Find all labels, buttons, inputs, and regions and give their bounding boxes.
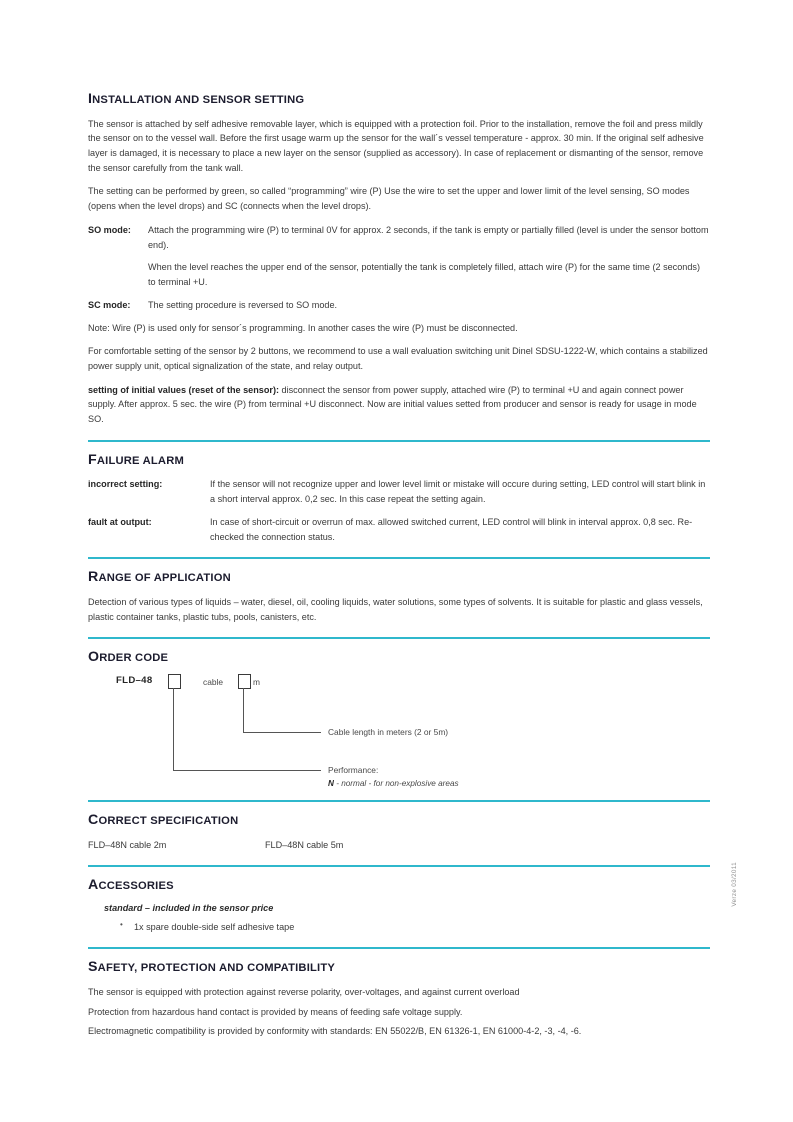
safety-line-3: Electromagnetic compatibility is provided by conformity with standards: EN 55022/B, EN 61326-1, EN 61000-4-2, -3, -4, -6.: [88, 1026, 582, 1037]
order-code-label-cable-length: Cable length in meters (2 or 5m): [328, 726, 449, 737]
installation-paragraph-2: The setting can be performed by green, so called “programming” wire (P) Use the wire to set the upper and lower limit of the level sensing, SO modes (opens when the level drops) and SC (connects when the level drops).: [88, 186, 690, 212]
sc-mode-label: SC mode:: [88, 299, 131, 310]
order-code-performance-description: - normal - for non-explosive areas: [333, 778, 459, 788]
section-heading-correct-specification: CORRECT SPECIFICATION: [88, 811, 239, 828]
sc-mode-text: The setting procedure is reversed to SO mode.: [148, 299, 338, 310]
section-heading-range-of-application: RANGE OF APPLICATION: [88, 569, 231, 586]
divider-rule-6: [88, 947, 710, 949]
failure-row-fault-at-output: [88, 515, 710, 544]
section-heading-accessories: ACCESSORIES: [88, 877, 174, 894]
divider-rule-5: [88, 865, 710, 867]
order-code-cable-length-box[interactable]: [238, 674, 251, 689]
order-code-performance-box[interactable]: [168, 674, 181, 689]
leader-line-cable-horizontal: [243, 732, 321, 733]
failure-label-fault-at-output: fault at output:: [88, 516, 152, 527]
range-of-application-text: Detection of various types of liquids – water, diesel, oil, cooling liquids, water solutions, some types of solvents. It is suitable for plastic and glass vessels, plastic container tanks, plastic tubs, pools, canisters, etc.: [88, 596, 703, 622]
installation-reset-paragraph: [88, 383, 710, 427]
leader-line-performance-vertical: [173, 688, 174, 771]
section-heading-order-code: ORDER CODE: [88, 649, 169, 666]
order-code-label-performance: Performance:: [328, 764, 379, 775]
leader-line-cable-vertical: [243, 688, 244, 733]
divider-rule-2: [88, 557, 710, 559]
safety-line-1: The sensor is equipped with protection against reverse polarity, over-voltages, and against current overload: [88, 986, 520, 997]
section-heading-safety: SAFETY, PROTECTION AND COMPATIBILITY: [88, 959, 336, 976]
version-marker: Verze 03/2011: [731, 862, 738, 907]
order-code-prefix: FLD–48: [116, 674, 153, 686]
failure-row-incorrect-setting: [88, 477, 710, 506]
so-mode-text-2: When the level reaches the upper end of the sensor, potentially the tank is completely filled, attach wire (P) for the same time (2 seconds) to terminal +U.: [148, 262, 700, 288]
divider-rule-4: [88, 800, 710, 802]
accessories-subtitle: standard – included in the sensor price: [104, 902, 274, 913]
so-mode-text: Attach the programming wire (P) to terminal 0V for approx. 2 seconds, if the tank is empty or partially filled (level is under the sensor bottom end).: [148, 224, 709, 250]
failure-text-incorrect-setting: If the sensor will not recognize upper and lower level limit or mistake will occure during setting, LED control will start blink in a short interval approx. 0,2 sec. In this case repeat the setting again.: [210, 479, 706, 505]
installation-note: Note: Wire (P) is used only for sensor´s programming. In another cases the wire (P) must be disconnected.: [88, 322, 518, 333]
section-heading-failure-alarm: FAILURE ALARM: [88, 451, 185, 468]
order-code-label-performance-option: [328, 778, 459, 790]
reset-text: disconnect the sensor from power supply, attached wire (P) to terminal +U and again connect power supply. After approx. 5 sec. the wire (P) from terminal +U disconnect. Now are initial values setted from producer and sensor is ready for usage in mode SO.: [88, 384, 697, 425]
failure-text-fault-at-output: In case of short-circuit or overrun of max. allowed switched current, LED control will blink in interval approx. 0,8 sec. Re-checked the connection status.: [210, 516, 693, 542]
divider-rule-3: [88, 637, 710, 639]
divider-rule-1: [88, 440, 710, 442]
failure-label-incorrect-setting: incorrect setting:: [88, 479, 163, 490]
order-code-diagram: [88, 675, 710, 787]
accessories-list: [120, 920, 710, 935]
safety-line-2: Protection from hazardous hand contact is provided by means of feeding safe voltage supply.: [88, 1006, 463, 1017]
order-code-cable-word: cable: [203, 676, 224, 687]
page-content: [88, 92, 710, 1039]
reset-label: setting of initial values (reset of the sensor):: [88, 384, 280, 395]
leader-line-performance-horizontal: [173, 770, 321, 771]
list-item: • 1x spare double-side self adhesive tape: [120, 920, 710, 935]
so-mode-label: SO mode:: [88, 224, 131, 235]
sc-mode-row: [88, 298, 710, 313]
order-code-unit-m: m: [253, 676, 260, 687]
correct-specification-item-2: FLD–48N cable 5m: [265, 839, 344, 850]
correct-specification-row: [88, 838, 710, 853]
section-heading-installation: INSTALLATION AND SENSOR SETTING: [88, 91, 305, 107]
correct-specification-item-1: FLD–48N cable 2m: [88, 839, 167, 850]
order-code-performance-letter: N: [328, 778, 334, 788]
so-mode-row: [88, 223, 710, 252]
installation-paragraph-1: The sensor is attached by self adhesive removable layer, which is equipped with a protection foil. Prior to the installation, remove the foil and press mildly the sensor on to the vessel wall. Before the first usage warm up the sensor for the wall´s vessel temperature - approx. 30 min. If the original self adhesive layer is damaged, it is necessary to place a new layer on the sensor (supplied as accessory). In case of replacement or dismanting of the sensor, remove the sensor carefully from the tank wall.: [88, 118, 704, 173]
installation-comfort-text: For comfortable setting of the sensor by 2 buttons, we recommend to use a wall evaluation switching unit Dinel SDSU-1222-W, which contains a stabilized power supply unit, optical signalization of the state, and relay output.: [88, 346, 708, 371]
